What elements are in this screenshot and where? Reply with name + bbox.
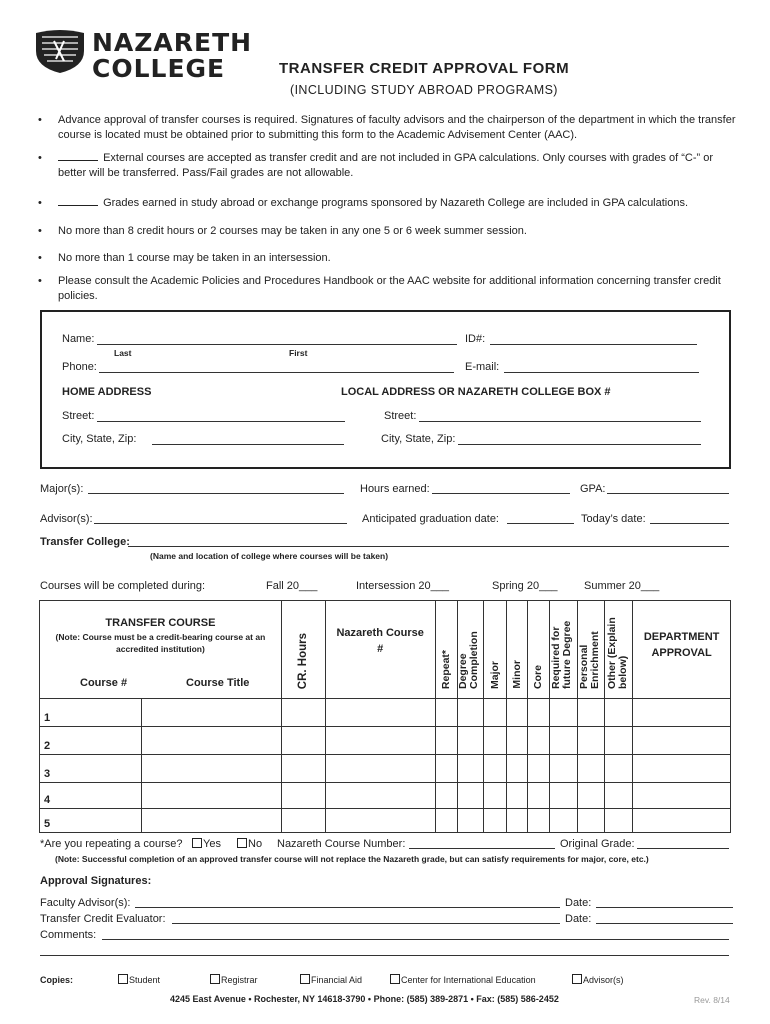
faculty-date-field[interactable] — [596, 907, 733, 908]
other-cell[interactable] — [605, 699, 633, 727]
minor-cell[interactable] — [507, 809, 528, 833]
email-field[interactable] — [504, 372, 699, 373]
cr-hours-cell[interactable] — [281, 755, 325, 783]
copy-checkbox[interactable] — [572, 974, 582, 984]
required-cell[interactable] — [549, 727, 577, 755]
cr-hours-cell[interactable] — [281, 783, 325, 809]
repeat-cell[interactable] — [435, 809, 457, 833]
nazareth-course-header: Nazareth Course # — [336, 627, 424, 655]
major-cell[interactable] — [483, 755, 506, 783]
bullet-text: Please consult the Academic Policies and Procedures Handbook or the AAC website for additional information concerning transfer credit policies. — [58, 275, 721, 302]
minor-cell[interactable] — [507, 727, 528, 755]
bullet-text-with-blank — [58, 196, 738, 211]
original-grade-field[interactable] — [637, 848, 729, 849]
copies-label: Copies: — [40, 975, 74, 985]
required-cell[interactable] — [549, 699, 577, 727]
personal-cell[interactable] — [577, 783, 605, 809]
core-cell[interactable] — [528, 755, 549, 783]
todays-date-label: Today’s date: — [581, 513, 646, 525]
personal-enrichment-header-cell — [577, 601, 605, 699]
transfer-course-header-cell — [40, 601, 282, 699]
transfer-college-label: Transfer College: — [40, 536, 130, 548]
core-header: Core — [532, 665, 545, 689]
no-checkbox[interactable] — [237, 838, 247, 848]
repeat-cell[interactable] — [435, 727, 457, 755]
personal-enrichment-header: Personal Enrichment — [578, 631, 601, 689]
major-cell[interactable] — [483, 699, 506, 727]
course-title-cell[interactable] — [142, 727, 282, 755]
required-cell[interactable] — [549, 783, 577, 809]
transfer-course-title: TRANSFER COURSE — [105, 617, 216, 629]
dept-approval-cell[interactable] — [633, 699, 731, 727]
other-cell[interactable] — [605, 755, 633, 783]
major-header-cell — [483, 601, 506, 699]
dept-approval-cell[interactable] — [633, 783, 731, 809]
bullet-text: Grades earned in study abroad or exchange programs sponsored by Nazareth College are included in GPA calculations. — [103, 197, 689, 209]
local-address-heading: LOCAL ADDRESS OR NAZARETH COLLEGE BOX # — [341, 386, 611, 398]
repeat-no-option[interactable] — [237, 838, 262, 850]
minor-header: Minor — [510, 660, 523, 689]
phone-label: Phone: — [62, 361, 97, 373]
grad-date-label: Anticipated graduation date: — [362, 513, 499, 525]
evaluator-label: Transfer Credit Evaluator: — [40, 913, 166, 925]
bullet-dot: • — [38, 152, 42, 164]
other-cell[interactable] — [605, 727, 633, 755]
yes-label: Yes — [203, 838, 221, 850]
home-city-label: City, State, Zip: — [62, 433, 137, 445]
faculty-advisor-label: Faculty Advisor(s): — [40, 897, 131, 909]
degree-completion-cell[interactable] — [457, 755, 483, 783]
comments-field-line-2[interactable] — [40, 955, 729, 956]
repeat-cell[interactable] — [435, 783, 457, 809]
repeat-question: *Are you repeating a course? — [40, 838, 183, 850]
bullet-text: External courses are accepted as transfer credit and are not included in GPA calculations. Only courses with grades of “C-” or better will be transferred. Pass/Fail grades are not allowable. — [58, 152, 714, 179]
hours-earned-label: Hours earned: — [360, 483, 430, 495]
bullet-text: No more than 1 course may be taken in an intersession. — [58, 252, 331, 264]
last-name-caption: Last — [114, 348, 132, 358]
advisors-field[interactable] — [94, 523, 347, 524]
copy-label: Advisor(s) — [583, 975, 624, 985]
course-table-header-row — [40, 601, 731, 699]
transfer-college-field[interactable] — [128, 546, 729, 547]
evaluator-date-label: Date: — [565, 913, 592, 925]
core-header-cell — [528, 601, 549, 699]
term-fall[interactable]: Fall 20___ — [266, 580, 318, 592]
row-number: 4 — [40, 783, 142, 809]
form-subtitle: (INCLUDING STUDY ABROAD PROGRAMS) — [290, 83, 558, 97]
id-field[interactable] — [490, 344, 697, 345]
majors-label: Major(s): — [40, 483, 84, 495]
degree-completion-cell[interactable] — [457, 809, 483, 833]
repeat-header-cell — [435, 601, 457, 699]
majors-field[interactable] — [88, 493, 344, 494]
first-name-caption: First — [289, 348, 308, 358]
personal-cell[interactable] — [577, 755, 605, 783]
required-cell[interactable] — [549, 755, 577, 783]
copy-checkbox[interactable] — [300, 974, 310, 984]
nazareth-course-cell[interactable] — [325, 755, 435, 783]
home-city-field[interactable] — [152, 444, 344, 445]
course-title-cell[interactable] — [142, 783, 282, 809]
initials-blank[interactable] — [58, 151, 98, 161]
comments-label: Comments: — [40, 929, 97, 941]
repeat-cell[interactable] — [435, 699, 457, 727]
table-row — [40, 755, 731, 783]
copy-checkbox[interactable] — [210, 974, 220, 984]
bullet-text: Advance approval of transfer courses is required. Signatures of faculty advisors and the chairperson of the department in which the transfer course is located must be obtained prior to submitting this form to the Academic Advisement Center (AAC). — [58, 114, 736, 141]
course-title-cell[interactable] — [142, 755, 282, 783]
bullet-dot: • — [38, 197, 42, 209]
other-header-cell — [605, 601, 633, 699]
student-info-box — [40, 310, 731, 469]
minor-header-cell — [507, 601, 528, 699]
required-header: Required for future Degree — [550, 620, 574, 689]
cr-hours-cell[interactable] — [281, 727, 325, 755]
course-title-cell[interactable] — [142, 699, 282, 727]
minor-cell[interactable] — [507, 783, 528, 809]
bullet-dot: • — [38, 225, 42, 237]
other-cell[interactable] — [605, 783, 633, 809]
core-cell[interactable] — [528, 727, 549, 755]
approval-title: Approval Signatures: — [40, 875, 152, 887]
row-number: 1 — [40, 699, 142, 727]
copy-label: Registrar — [221, 975, 258, 985]
row-number: 2 — [40, 727, 142, 755]
nazareth-course-cell[interactable] — [325, 809, 435, 833]
initials-blank[interactable] — [58, 196, 98, 206]
core-cell[interactable] — [528, 783, 549, 809]
copy-financial-aid-option[interactable] — [300, 974, 362, 985]
home-address-heading: HOME ADDRESS — [62, 386, 152, 398]
row-number: 3 — [40, 755, 142, 783]
copy-label: Financial Aid — [311, 975, 363, 985]
todays-date-field[interactable] — [650, 523, 729, 524]
degree-completion-cell[interactable] — [457, 783, 483, 809]
required-header-cell — [549, 601, 577, 699]
local-street-label: Street: — [384, 410, 417, 422]
transfer-course-note: (Note: Course must be a credit-bearing course at an accredited institution) — [55, 632, 266, 654]
bullet-text-with-blank — [58, 151, 738, 181]
major-cell[interactable] — [483, 783, 506, 809]
copy-checkbox[interactable] — [390, 974, 400, 984]
repeat-note: (Note: Successful completion of an approved transfer course will not replace the Nazareth grade, but can satisfy requirements for major, core, etc.) — [55, 854, 649, 864]
dept-approval-cell[interactable] — [633, 755, 731, 783]
college-shield-logo — [32, 29, 88, 73]
major-header: Major — [488, 660, 501, 689]
copy-student-option[interactable] — [118, 974, 160, 985]
minor-cell[interactable] — [507, 699, 528, 727]
grad-date-field[interactable] — [507, 523, 574, 524]
dept-approval-cell[interactable] — [633, 809, 731, 833]
course-table — [39, 600, 731, 833]
term-intersession[interactable]: Intersession 20___ — [356, 580, 449, 592]
phone-field[interactable] — [99, 372, 454, 373]
email-label: E-mail: — [465, 361, 500, 373]
personal-cell[interactable] — [577, 809, 605, 833]
faculty-date-label: Date: — [565, 897, 592, 909]
personal-cell[interactable] — [577, 727, 605, 755]
bullet-dot: • — [38, 252, 42, 264]
home-street-label: Street: — [62, 410, 95, 422]
comments-field[interactable] — [102, 939, 729, 940]
bullet-dot: • — [38, 275, 42, 287]
copy-checkbox[interactable] — [118, 974, 128, 984]
local-street-field[interactable] — [419, 421, 701, 422]
other-header: Other (Explain below) — [605, 617, 629, 689]
nazareth-course-number-field[interactable] — [409, 848, 555, 849]
core-cell[interactable] — [528, 809, 549, 833]
cr-hours-cell[interactable] — [281, 809, 325, 833]
transfer-college-note: (Name and location of college where courses will be taken) — [150, 551, 389, 561]
course-title-header: Course Title — [186, 677, 250, 689]
table-row — [40, 699, 731, 727]
degree-completion-header-cell — [457, 601, 483, 699]
footer-address: 4245 East Avenue • Rochester, NY 14618-3790 • Phone: (585) 389-2871 • Fax: (585) 586-2452 — [170, 994, 559, 1004]
college-logo-wordmark — [92, 30, 252, 82]
bullet-text: No more than 8 credit hours or 2 courses may be taken in any one 5 or 6 week summer session. — [58, 225, 527, 237]
cr-hours-cell[interactable] — [281, 699, 325, 727]
faculty-advisor-signature-field[interactable] — [135, 907, 560, 908]
logo-line-1: NAZARETH — [92, 28, 253, 57]
nazareth-course-header-cell — [325, 601, 435, 699]
form-title: TRANSFER CREDIT APPROVAL FORM — [279, 60, 570, 77]
personal-cell[interactable] — [577, 699, 605, 727]
logo-line-2: COLLEGE — [92, 54, 226, 83]
nazareth-course-cell[interactable] — [325, 699, 435, 727]
revision-label: Rev. 8/14 — [694, 995, 730, 1005]
course-title-cell[interactable] — [142, 809, 282, 833]
degree-completion-cell[interactable] — [457, 699, 483, 727]
evaluator-signature-field[interactable] — [172, 923, 560, 924]
repeat-yes-option[interactable] — [192, 838, 221, 850]
other-cell[interactable] — [605, 809, 633, 833]
nazareth-course-cell[interactable] — [325, 783, 435, 809]
table-row — [40, 809, 731, 833]
core-cell[interactable] — [528, 699, 549, 727]
degree-completion-cell[interactable] — [457, 727, 483, 755]
advisors-label: Advisor(s): — [40, 513, 93, 525]
local-city-field[interactable] — [458, 444, 701, 445]
major-cell[interactable] — [483, 727, 506, 755]
copy-international-option[interactable] — [390, 974, 536, 985]
cr-hours-header: CR. Hours — [296, 632, 309, 689]
minor-cell[interactable] — [507, 755, 528, 783]
dept-approval-cell[interactable] — [633, 727, 731, 755]
copy-advisor-option[interactable] — [572, 974, 624, 985]
copy-label: Student — [129, 975, 161, 985]
id-label: ID#: — [465, 333, 486, 345]
required-cell[interactable] — [549, 809, 577, 833]
major-cell[interactable] — [483, 809, 506, 833]
gpa-field[interactable] — [607, 493, 729, 494]
terms-label: Courses will be completed during: — [40, 580, 206, 592]
term-spring[interactable]: Spring 20___ — [492, 580, 558, 592]
bullet-dot: • — [38, 114, 42, 126]
copy-label: Center for International Education — [401, 975, 536, 985]
repeat-header: Repeat* — [439, 649, 452, 689]
home-street-field[interactable] — [97, 421, 345, 422]
gpa-label: GPA: — [580, 483, 606, 495]
dept-approval-header: DEPARTMENT APPROVAL — [643, 631, 720, 659]
table-row — [40, 727, 731, 755]
hours-earned-field[interactable] — [432, 493, 570, 494]
name-field[interactable] — [97, 344, 457, 345]
dept-approval-header-cell — [633, 601, 731, 699]
evaluator-date-field[interactable] — [596, 923, 733, 924]
course-number-header: Course # — [80, 677, 128, 689]
no-label: No — [248, 838, 263, 850]
repeat-cell[interactable] — [435, 755, 457, 783]
name-label: Name: — [62, 333, 95, 345]
cr-hours-header-cell — [281, 601, 325, 699]
copy-registrar-option[interactable] — [210, 974, 258, 985]
nazareth-course-number-label: Nazareth Course Number: — [277, 838, 406, 850]
original-grade-label: Original Grade: — [560, 838, 635, 850]
nazareth-course-cell[interactable] — [325, 727, 435, 755]
row-number: 5 — [40, 809, 142, 833]
degree-completion-header: Degree Completion — [457, 631, 481, 689]
yes-checkbox[interactable] — [192, 838, 202, 848]
term-summer[interactable]: Summer 20___ — [584, 580, 660, 592]
table-row — [40, 783, 731, 809]
local-city-label: City, State, Zip: — [381, 433, 456, 445]
